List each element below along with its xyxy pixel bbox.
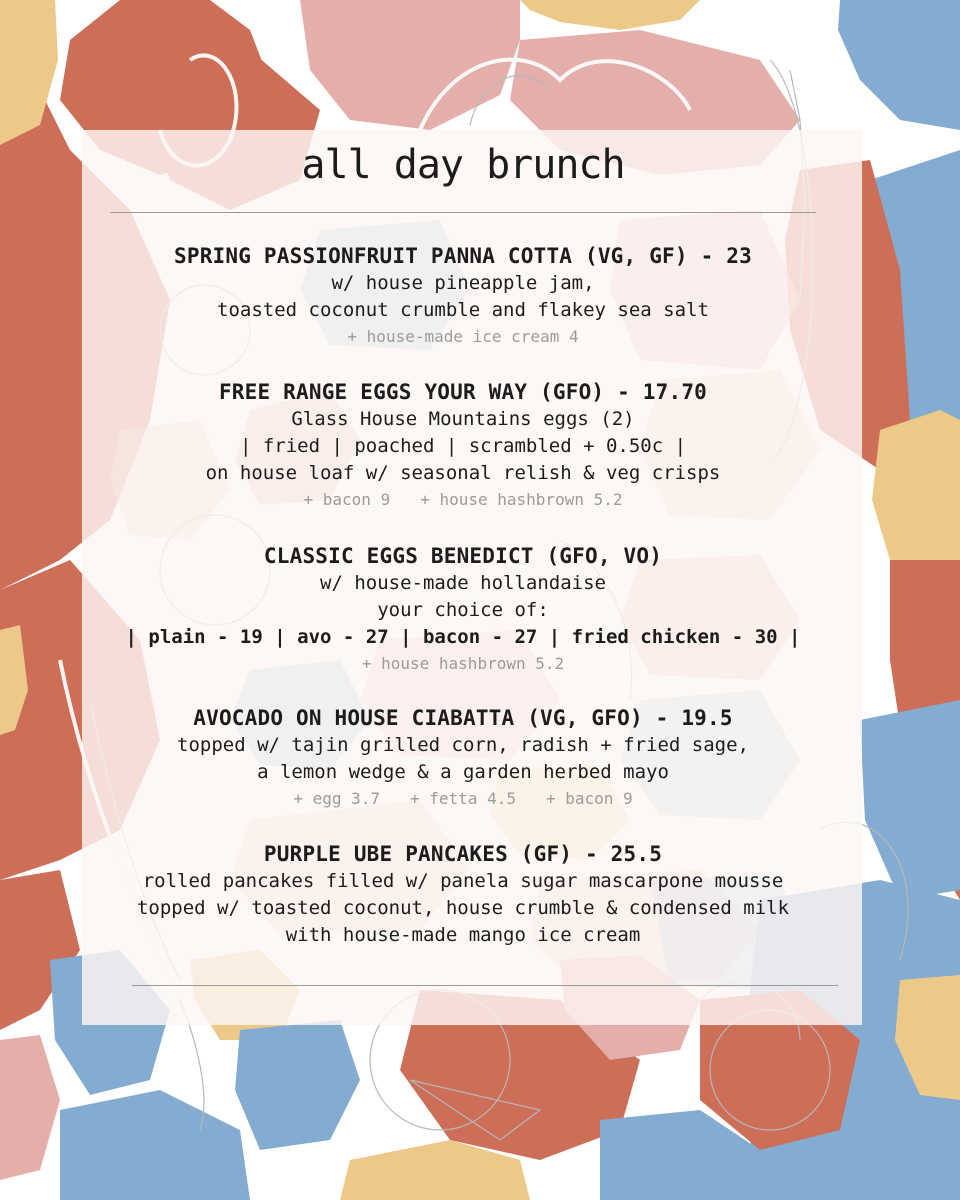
menu-item-avocado-ciabatta <box>0 705 926 811</box>
item-description: | fried | poached | scrambled + 0.50c | <box>239 435 687 457</box>
item-addons <box>0 651 926 676</box>
addon: + fetta 4.5 <box>410 789 516 808</box>
item-description: toasted coconut crumble and flakey sea salt <box>217 299 709 321</box>
item-description: w/ house-made hollandaise <box>320 572 606 594</box>
menu-item-eggs-benedict <box>0 543 926 676</box>
item-description: a lemon wedge & a garden herbed mayo <box>257 761 669 783</box>
menu-item-free-range-eggs <box>0 379 926 512</box>
item-description: on house loaf w/ seasonal relish & veg crisps <box>205 462 721 484</box>
item-description: your choice of: <box>377 599 549 621</box>
item-description: topped w/ tajin grilled corn, radish + fried sage, <box>177 734 749 756</box>
menu-item-ube-pancakes <box>0 841 926 949</box>
item-name: PURPLE UBE PANCAKES (GF) - 25.5 <box>263 842 663 866</box>
item-addons <box>0 487 926 512</box>
addon: + egg 3.7 <box>293 789 381 808</box>
item-description: with house-made mango ice cream <box>285 924 641 946</box>
addon: + bacon 9 <box>545 789 633 808</box>
item-description: w/ house pineapple jam, <box>331 272 595 294</box>
title-divider <box>110 212 816 213</box>
addon: + bacon 9 <box>303 490 391 509</box>
item-addons <box>0 786 926 811</box>
item-choices: | plain - 19 | avo - 27 | bacon - 27 | fried chicken - 30 | <box>125 626 801 648</box>
addon: + house hashbrown 5.2 <box>361 654 565 673</box>
item-description: topped w/ toasted coconut, house crumble & condensed milk <box>136 897 790 919</box>
addon: + house-made ice cream 4 <box>347 327 579 346</box>
bottom-divider <box>132 985 838 986</box>
item-addons <box>0 324 926 349</box>
item-description: Glass House Mountains eggs (2) <box>291 408 635 430</box>
item-name: CLASSIC EGGS BENEDICT (GFO, VO) <box>263 544 663 568</box>
menu-title: all day brunch <box>301 142 625 188</box>
item-name: FREE RANGE EGGS YOUR WAY (GFO) - 17.70 <box>218 380 708 404</box>
item-description: rolled pancakes filled w/ panela sugar mascarpone mousse <box>142 870 784 892</box>
addon: + house hashbrown 5.2 <box>420 490 623 509</box>
item-name: AVOCADO ON HOUSE CIABATTA (VG, GFO) - 19.5 <box>193 706 733 730</box>
item-name: SPRING PASSIONFRUIT PANNA COTTA (VG, GF) - 23 <box>174 244 752 268</box>
menu-item-panna-cotta <box>0 243 926 349</box>
